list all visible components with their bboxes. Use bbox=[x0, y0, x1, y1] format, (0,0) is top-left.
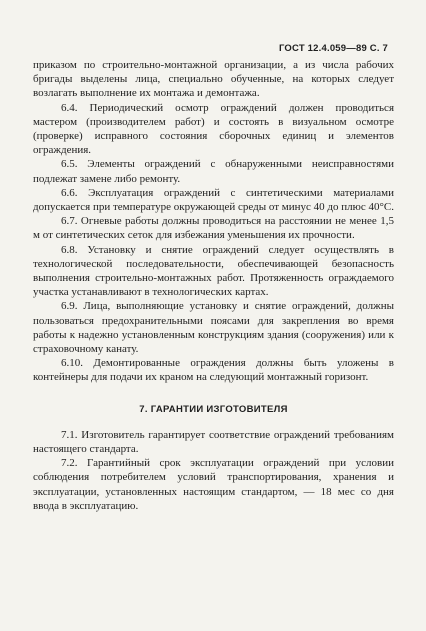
paragraph-6-8: 6.8. Установку и снятие ограждений следует осуществлять в технологической последовательности, обеспечивающей безопасность выполнения строительно-монтажных работ. Протяженность ограждаемого участка устанавливают в технологических картах. bbox=[33, 243, 394, 299]
paragraph-6-5: 6.5. Элементы ограждений с обнаруженными неисправностями подлежат замене либо ремонту. bbox=[33, 158, 394, 185]
paragraph-6-10: 6.10. Демонтированные ограждения должны быть уложены в контейнеры для подачи их краном на следующий монтажный горизонт. bbox=[33, 357, 394, 384]
paragraph-6-4: 6.4. Периодический осмотр ограждений должен проводиться мастером (производителем работ) и состоять в визуальном осмотре (проверке) исправного состояния сборочных единиц и элементов ограждения. bbox=[33, 101, 394, 157]
page-header: ГОСТ 12.4.059—89 С. 7 bbox=[278, 43, 388, 54]
paragraph-7-2: 7.2. Гарантийный срок эксплуатации ограждений при условии соблюдения потребителем условий транспортирования, хранения и эксплуатации, установленных настоящим стандартом, — 18 мес со дня ввода в эксплуатацию. bbox=[33, 457, 394, 512]
body-text bbox=[33, 58, 394, 513]
paragraph-6-9: 6.9. Лица, выполняющие установку и снятие ограждений, должны пользоваться предохранительными поясами для закрепления во время работы к надежно установленным конструкциям здания (сооружения) или к страховочному канату. bbox=[33, 300, 394, 356]
paragraph-6-7: 6.7. Огневые работы должны проводиться на расстоянии не менее 1,5 м от синтетических сеток для избежания уменьшения их прочности. bbox=[33, 215, 394, 242]
paragraph-7-1: 7.1. Изготовитель гарантирует соответствие ограждений требованиям настоящего стандарта. bbox=[33, 428, 394, 456]
paragraph-6-6: 6.6. Эксплуатация ограждений с синтетическими материалами допускается при температуре окружающей среды от минус 40 до плюс 40°С. bbox=[33, 186, 394, 214]
section-7-title: 7. ГАРАНТИИ ИЗГОТОВИТЕЛЯ bbox=[139, 403, 288, 415]
paragraph-continuation: приказом по строительно-монтажной организации, а из числа рабочих бригады выделены лица, специально обученные, на которых следует возлагать выполнение их монтажа и демонтажа. bbox=[33, 59, 394, 100]
